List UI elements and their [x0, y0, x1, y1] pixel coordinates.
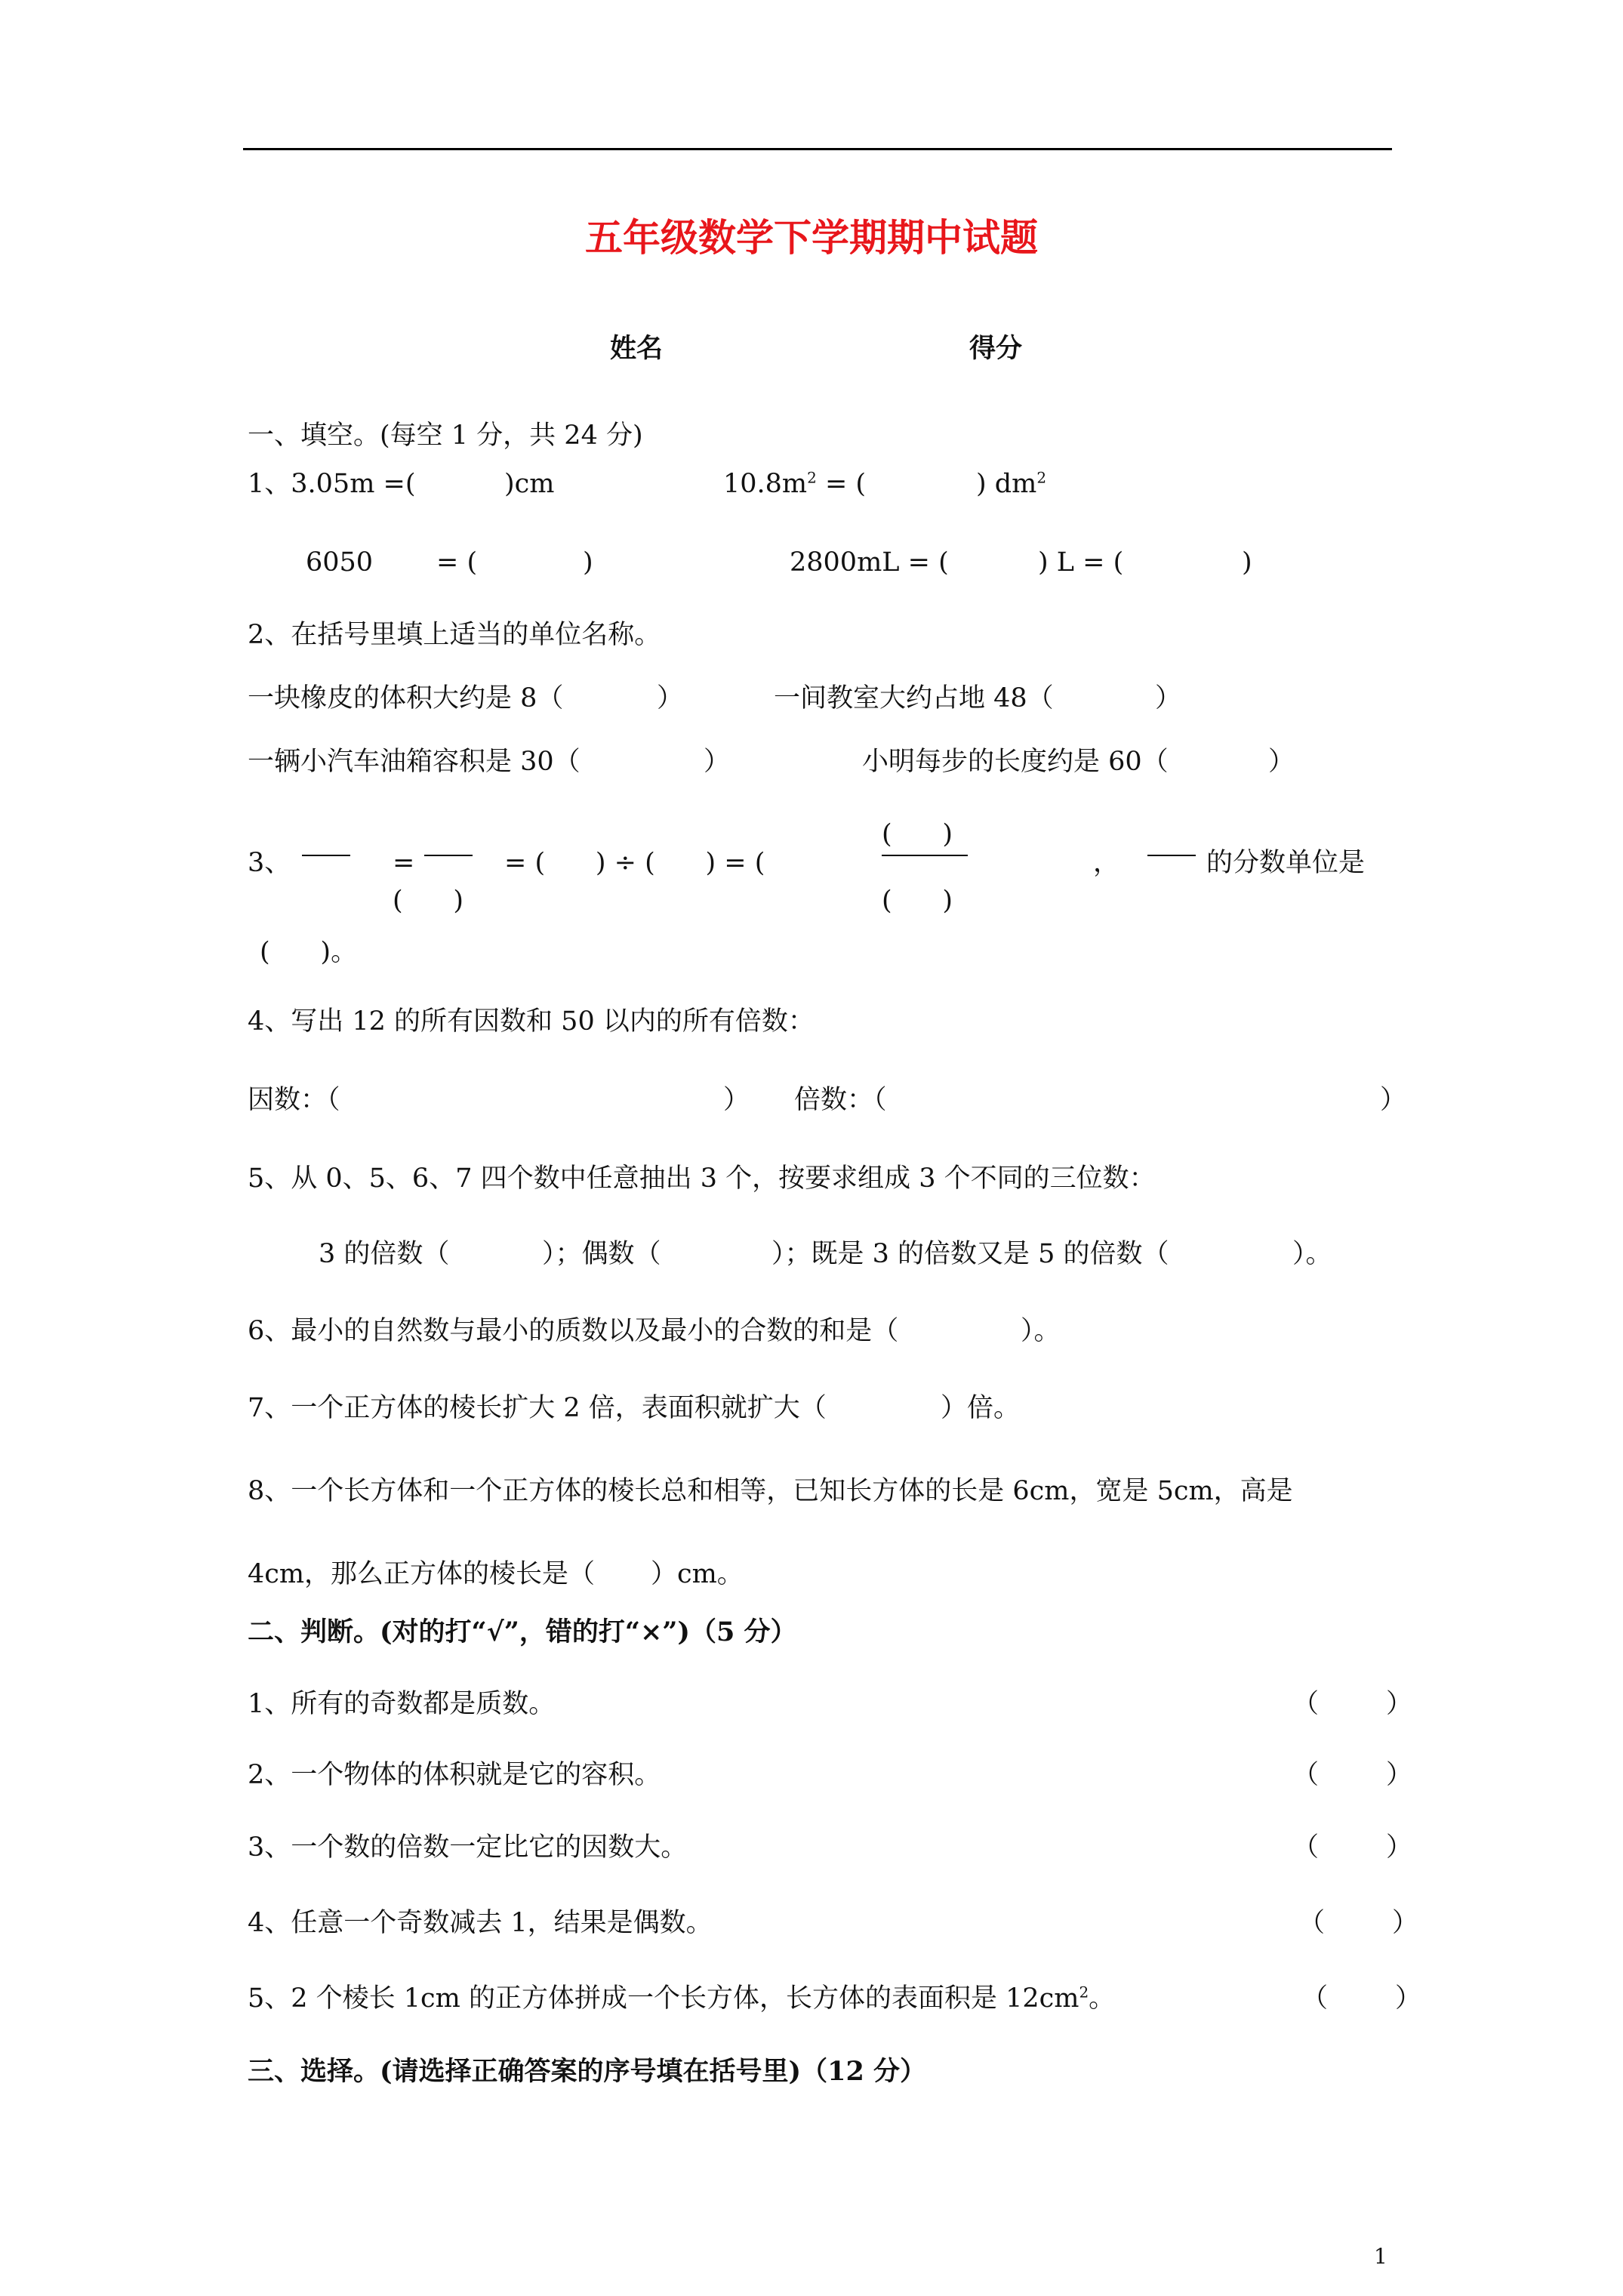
q3-mid: = ( ) ÷ ( ) = (: [504, 848, 765, 878]
q2a: 一块橡皮的体积大约是 8（: [248, 683, 564, 713]
q2b: 一间教室大约占地 48（: [774, 683, 1054, 713]
q7-text: 7、一个正方体的棱长扩大 2 倍，表面积就扩大（: [248, 1393, 827, 1423]
q5a-close: ）；偶数（: [542, 1239, 661, 1269]
q3-paren-den: ( ): [393, 886, 464, 916]
judge-paren-2: （ ）: [1292, 1760, 1413, 1790]
judge-paren-5: （ ）: [1301, 1983, 1422, 2014]
q1c-mid: = (: [436, 547, 478, 578]
judge-paren-4: （ ）: [1298, 1908, 1419, 1938]
q8-line2: 4cm，那么正方体的棱长是（: [248, 1559, 596, 1589]
score-label: 得分: [969, 333, 1023, 364]
fraction-bar: [882, 855, 968, 856]
judge-item-4: 4、任意一个奇数减去 1，结果是偶数。: [248, 1908, 713, 1938]
q3-paren-num2: ( ): [882, 819, 953, 849]
q2-text: 2、在括号里填上适当的单位名称。: [248, 620, 661, 650]
q4-factor-close: ）: [723, 1085, 750, 1115]
q6-close: ）。: [1021, 1316, 1061, 1346]
q3-prefix: 3、: [248, 848, 291, 878]
q3-paren-den2: ( ): [882, 886, 953, 916]
q2d-close: ）: [1268, 747, 1295, 777]
q5-text: 5、从 0、5、6、7 四个数中任意抽出 3 个，按要求组成 3 个不同的三位数：: [248, 1163, 1156, 1194]
q1b-right: ) $dm^2$: [976, 468, 1047, 499]
judge-item-3: 3、一个数的倍数一定比它的因数大。: [248, 1832, 688, 1863]
judge-paren-3: （ ）: [1292, 1832, 1413, 1863]
q3-cont: ( )。: [260, 937, 358, 967]
q1d-right: ): [1242, 547, 1252, 578]
q2d: 小明每步的长度约是 60（: [862, 747, 1169, 777]
q1a-left: 1、3.05m =(: [248, 469, 416, 499]
q4-factor-label: 因数：（: [248, 1085, 340, 1115]
q1d-left: 2800mL = (: [790, 547, 949, 578]
q1d-mid: ) L = (: [1038, 547, 1124, 578]
q1a-right: )cm: [504, 469, 555, 499]
q1b: $10.8m^2$ = (: [723, 468, 867, 499]
section1-heading: 一、填空。(每空 1 分，共 24 分): [248, 421, 643, 451]
q2a-close: ）: [657, 683, 684, 713]
q5c-close: ）。: [1292, 1239, 1332, 1269]
name-label: 姓名: [610, 333, 664, 364]
fraction-bar: [1147, 855, 1196, 856]
q8-line2-close: ）cm。: [651, 1559, 744, 1589]
page-number: 1: [1374, 2244, 1387, 2269]
q8-line1: 8、一个长方体和一个正方体的棱长总和相等，已知长方体的长是 6cm，宽是 5cm，高是: [248, 1476, 1293, 1506]
judge-item-1: 1、所有的奇数都是质数。: [248, 1689, 556, 1719]
q1c-left: 6050: [306, 547, 374, 578]
section3-heading: 三、选择。(请选择正确答案的序号填在括号里)（12 分）: [248, 2056, 927, 2087]
fraction-bar: [302, 855, 350, 856]
page-title: 五年级数学下学期期中试题: [585, 215, 1038, 260]
q2b-close: ）: [1155, 683, 1182, 713]
q4-multiple-close: ）: [1380, 1085, 1407, 1115]
fraction-bar: [424, 855, 473, 856]
q5b-close: ）；既是 3 的倍数又是 5 的倍数（: [771, 1239, 1169, 1269]
q3-comma: ，: [1093, 848, 1120, 878]
section2-heading: 二、判断。(对的打“√”，错的打“×”)（5 分）: [248, 1616, 797, 1647]
q4-text: 4、写出 12 的所有因数和 50 以内的所有倍数：: [248, 1006, 815, 1037]
q5a: 3 的倍数（: [319, 1239, 450, 1269]
q4-multiple-label: 倍数：（: [794, 1085, 887, 1115]
q7-close: ）倍。: [941, 1393, 1021, 1423]
judge-item-5: 5、2 个棱长 1cm 的正方体拼成一个长方体，长方体的表面积是 $12cm^2$。: [248, 1983, 1116, 2014]
q6-text: 6、最小的自然数与最小的质数以及最小的合数的和是（: [248, 1316, 899, 1346]
q2c-close: ）: [704, 747, 731, 777]
q2c: 一辆小汽车油箱容积是 30（: [248, 747, 581, 777]
q3-eq1: =: [393, 848, 415, 878]
q3-unit-text: 的分数单位是: [1206, 848, 1366, 878]
judge-item-2: 2、一个物体的体积就是它的容积。: [248, 1760, 661, 1790]
header-rule: [243, 148, 1392, 150]
judge-paren-1: （ ）: [1292, 1689, 1413, 1719]
q1c-right: ): [583, 547, 593, 578]
